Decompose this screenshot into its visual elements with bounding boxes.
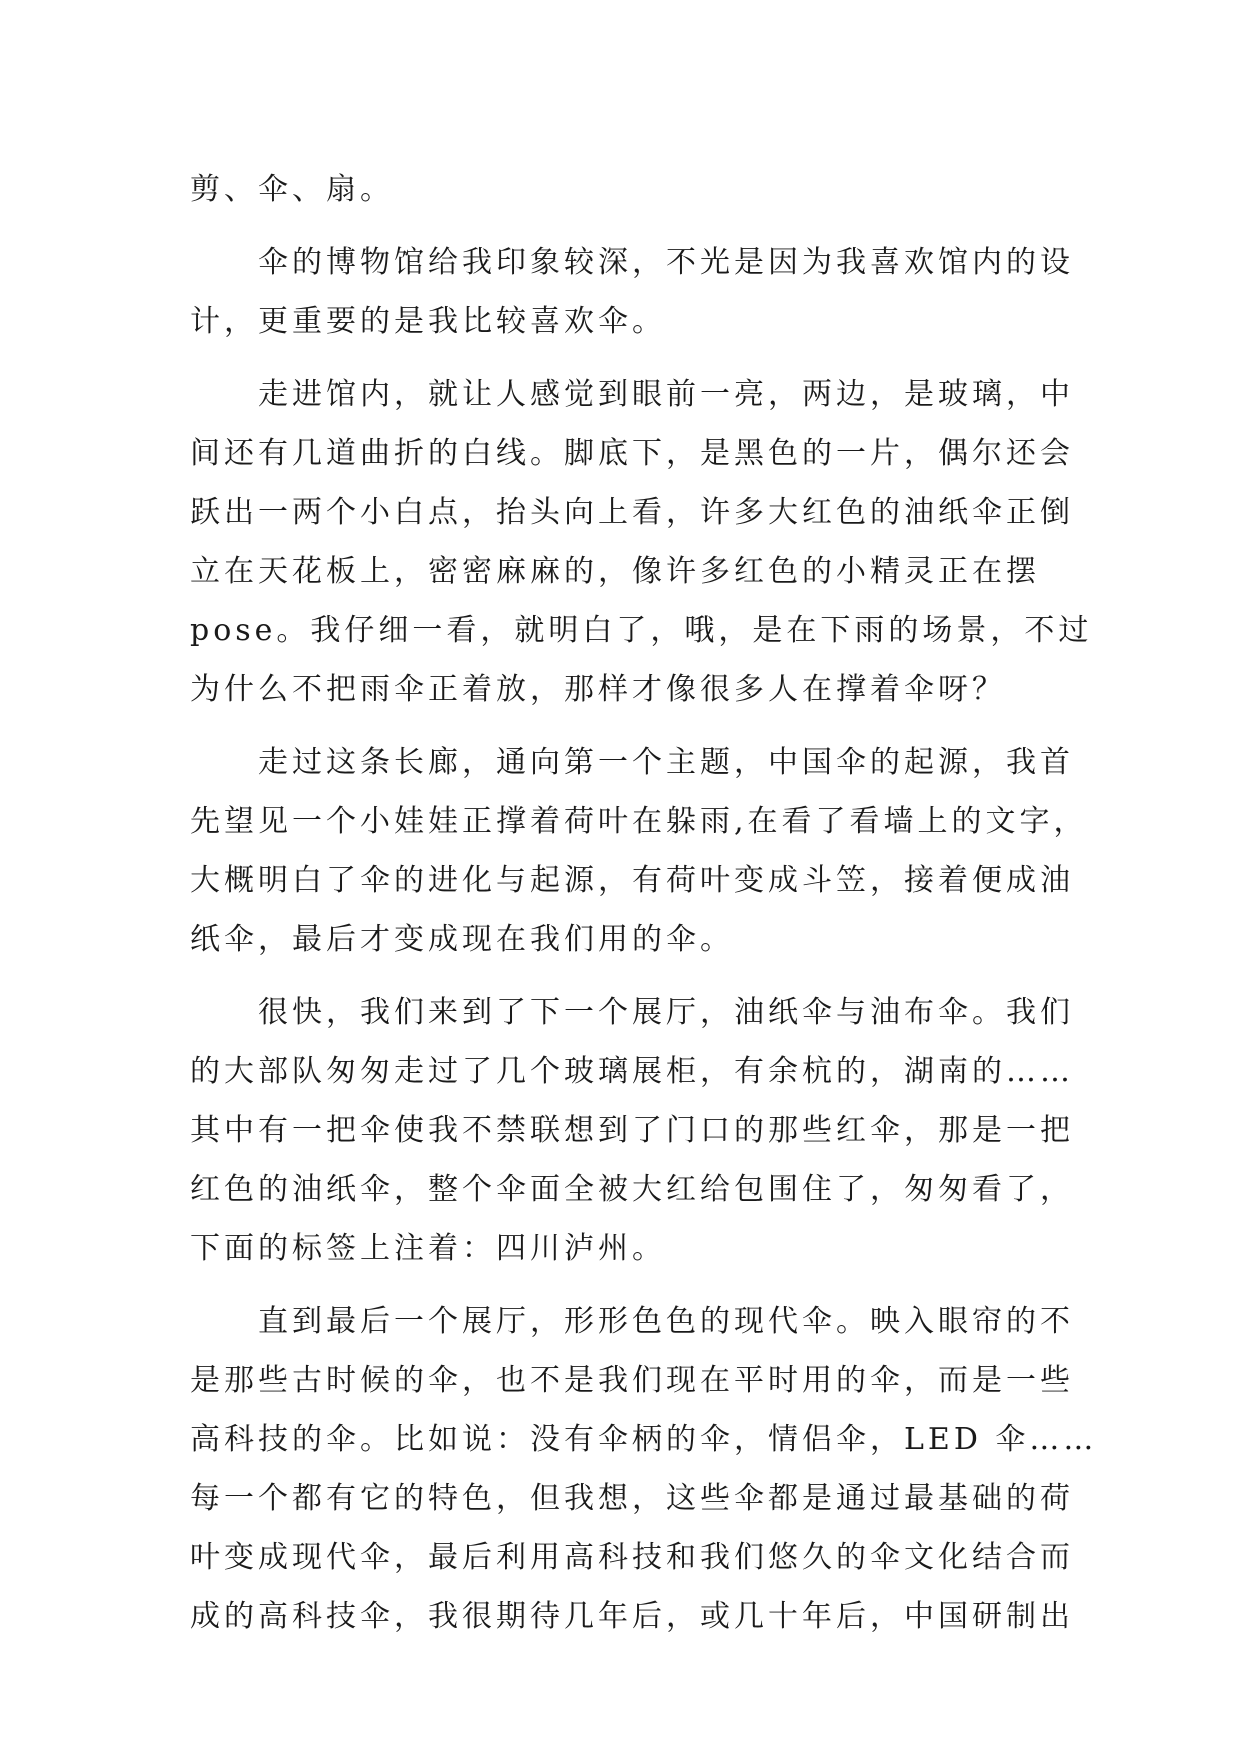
paragraph-gap [190, 1278, 1070, 1292]
text-line: 剪、伞、扇。 [190, 172, 394, 207]
text-line: 红色的油纸伞，整个伞面全被大红给包围住了，匆匆看了， [190, 1172, 1074, 1207]
text-line: 走进馆内，就让人感觉到眼前一亮，两边，是玻璃，中 [190, 377, 1074, 412]
paragraph [190, 160, 1070, 219]
text-line: 计，更重要的是我比较喜欢伞。 [190, 304, 666, 339]
paragraph-gap [190, 719, 1070, 733]
text-line: 大概明白了伞的进化与起源，有荷叶变成斗笠，接着便成油 [190, 863, 1074, 898]
text-line: 立在天花板上，密密麻麻的，像许多红色的小精灵正在摆 [190, 554, 1040, 589]
paragraph-gap [190, 219, 1070, 233]
text-line: 很快，我们来到了下一个展厅，油纸伞与油布伞。我们 [190, 995, 1074, 1030]
paragraph [190, 233, 1074, 351]
text-line: 走过这条长廊，通向第一个主题，中国伞的起源，我首 [190, 745, 1074, 780]
text-line: 直到最后一个展厅，形形色色的现代伞。映入眼帘的不 [190, 1304, 1074, 1339]
text-line: 叶变成现代伞，最后利用高科技和我们悠久的伞文化结合而 [190, 1540, 1074, 1575]
text-line: 的大部队匆匆走过了几个玻璃展柜，有余杭的，湖南的…… [190, 1054, 1074, 1089]
text-line: 纸伞，最后才变成现在我们用的伞。 [190, 922, 734, 957]
text-line: pose。我仔细一看，就明白了，哦，是在下雨的场景，不过 [190, 613, 1093, 648]
text-line: 是那些古时候的伞，也不是我们现在平时用的伞，而是一些 [190, 1363, 1074, 1398]
text-line: 先望见一个小娃娃正撑着荷叶在躲雨,在看了看墙上的文字， [190, 804, 1088, 839]
text-line: 伞的博物馆给我印象较深，不光是因为我喜欢馆内的设 [190, 245, 1074, 280]
text-line: 每一个都有它的特色，但我想，这些伞都是通过最基础的荷 [190, 1481, 1074, 1516]
text-line: 其中有一把伞使我不禁联想到了门口的那些红伞，那是一把 [190, 1113, 1074, 1148]
text-line: 成的高科技伞，我很期待几年后，或几十年后，中国研制出 [190, 1599, 1074, 1634]
paragraph-gap [190, 969, 1070, 983]
text-line: 间还有几道曲折的白线。脚底下，是黑色的一片，偶尔还会 [190, 436, 1074, 471]
text-line: 为什么不把雨伞正着放，那样才像很多人在撑着伞呀？ [190, 672, 1006, 707]
text-line: 下面的标签上注着：四川泸州。 [190, 1231, 666, 1266]
paragraph [190, 983, 1074, 1278]
text-line: 高科技的伞。比如说：没有伞柄的伞，情侣伞，LED 伞…… [190, 1422, 1098, 1457]
paragraph [190, 1292, 1098, 1646]
paragraph [190, 365, 1093, 719]
paragraph-gap [190, 351, 1070, 365]
document-body [190, 160, 1098, 1646]
text-line: 跃出一两个小白点，抬头向上看，许多大红色的油纸伞正倒 [190, 495, 1074, 530]
paragraph [190, 733, 1088, 969]
